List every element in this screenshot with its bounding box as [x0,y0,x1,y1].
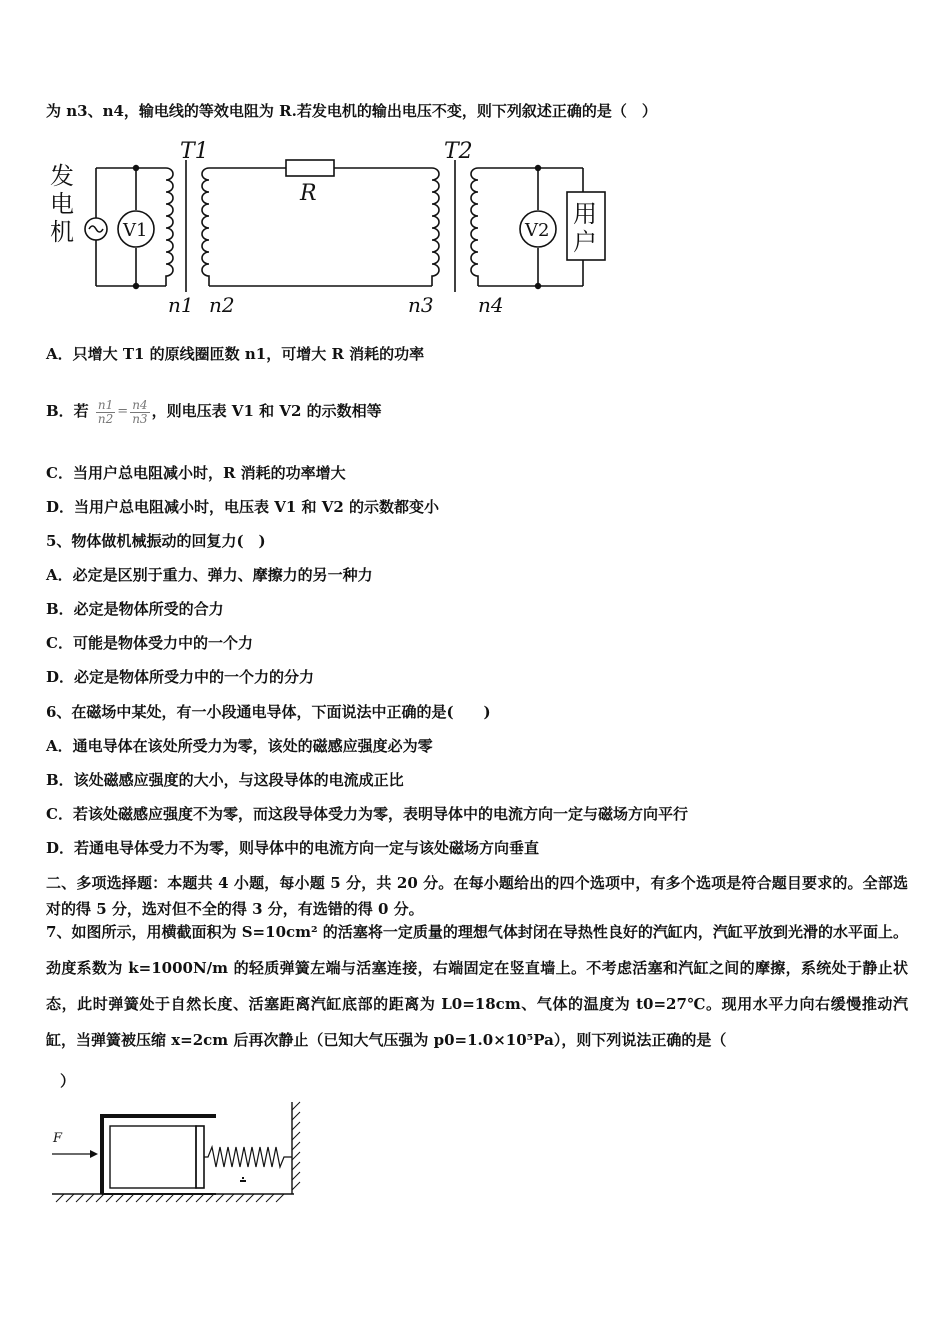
q6-option-d: D．若通电导体受力不为零，则导体中的电流方向一定与该处磁场方向垂直 [46,839,540,857]
fraction-n4-n3: $\frac{n4}{n3}$ [132,397,148,426]
transformer-circuit-figure [46,136,626,322]
q4-option-c: C．当用户总电阻减小时，R 消耗的功率增大 [46,464,346,482]
q6-option-c: C．若该处磁感应强度不为零，而这段导体受力为零，表明导体中的电流方向一定与磁场方向平行 [46,805,688,823]
q6-option-b: B．该处磁感应强度的大小，与这段导体的电流成正比 [46,771,404,789]
fraction-n1-n2: $\frac{n1}{n2}$ [97,397,114,426]
resistor-r [286,160,334,176]
v1-label: V1 [123,220,148,241]
spring [204,1147,292,1167]
t1-label: T1 [180,139,209,164]
t2-label: T2 [444,139,473,164]
q7-stem-end: ） [60,1072,76,1090]
generator-label: 发电机 [50,162,74,246]
n4-label: n4 [478,293,504,317]
cylinder-spring-figure [46,1098,306,1210]
r-label: R [300,181,317,206]
q4-option-b: B．若 $\frac{n1}{n2}$ = $\frac{n4}{n3}$ ，则电压表 V1 和 V2 的示数相等 [46,397,382,426]
force-label: F [53,1131,63,1146]
section2-heading: 二、多项选择题：本题共 4 小题，每小题 5 分，共 20 分。在每小题给出的四个选项中，有多个选项是符合题目要求的。全部选对的得 5 分，选对但不全的得 3 分，有选错的得 0 分。 [46,874,908,918]
q4-option-a: A．只增大 T1 的原线圈匝数 n1，可增大 R 消耗的功率 [46,345,425,363]
q6-stem: 6、在磁场中某处，有一小段通电导体，下面说法中正确的是( ) [46,703,491,721]
q7-stem: 7、如图所示，用横截面积为 S=10cm² 的活塞将一定质量的理想气体封闭在导热性良好的汽缸内，汽缸平放到光滑的水平面上。劲度系数为 k=1000N/m 的轻质弹簧左端与活塞连接，右端固定在竖直墙上。不考虑活塞和汽缸之间的摩擦，系统处于静止状态，此时弹簧处于自然长度、活塞距离汽缸底部的距离为 L0=18cm、气体的温度为 t0=27℃。现用水平力向右缓慢推动汽缸，当弹簧被压缩 x=2cm 后再次静止（已知大气压强为 p0=1.0×10⁵Pa），则下列说法正确的是（ [46,923,908,1049]
q4-stem: 为 n3、n4，输电线的等效电阻为 R.若发电机的输出电压不变，则下列叙述正确的是（ ） [46,102,657,120]
q5-option-d: D．必定是物体所受力中的一个力的分力 [46,668,315,686]
user-label: 用户 [573,200,597,256]
piston [196,1126,204,1188]
n1-label: n1 [168,293,194,317]
q6-option-a: A．通电导体在该处所受力为零，该处的磁感应强度必为零 [46,737,433,755]
q4-option-d: D．当用户总电阻减小时，电压表 V1 和 V2 的示数都变小 [46,498,440,516]
q5-option-a: A．必定是区别于重力、弹力、摩擦力的另一种力 [46,566,373,584]
n3-label: n3 [408,293,434,317]
q5-stem: 5、物体做机械振动的回复力( ) [46,532,266,550]
n2-label: n2 [209,293,235,317]
q5-option-c: C．可能是物体受力中的一个力 [46,634,253,652]
q5-option-b: B．必定是物体所受的合力 [46,600,224,618]
v2-label: V2 [525,220,550,241]
